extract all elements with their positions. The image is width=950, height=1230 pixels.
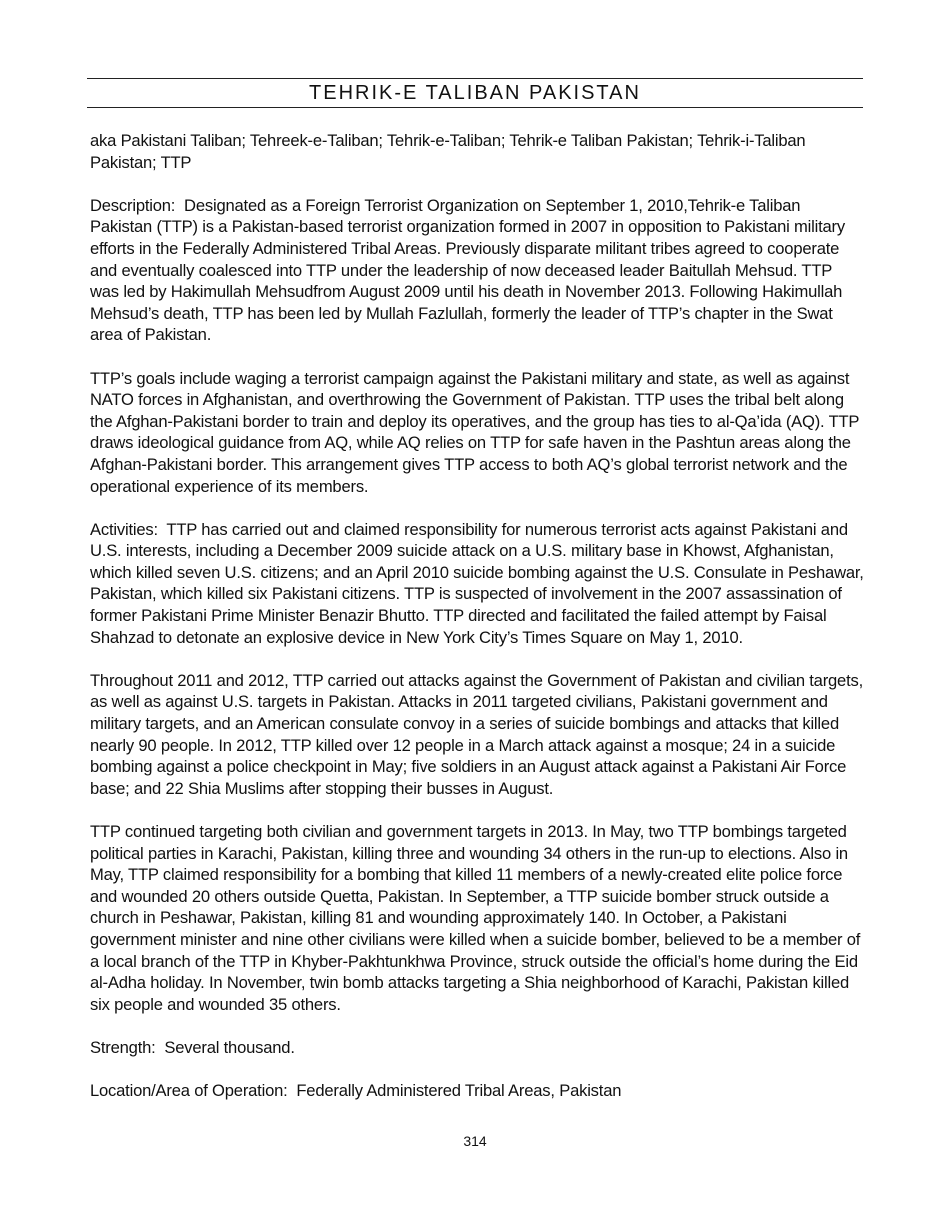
strength-label: Strength: (90, 1037, 156, 1057)
description-text: Designated as a Foreign Terrorist Organization on September 1, 2010,Tehrik-e Taliban Pakistan (TTP) is a Pakistan-based terrorist organization formed in 2007 in opposition to Pakistani military efforts in the Federally Administered Tribal Areas. Previously disparate militant tribes agreed to cooperate and eventually coalesced into TTP under the leadership of now deceased leader Baitullah Mehsud. TTP was led by Hakimullah Mehsudfrom August 2009 until his death in November 2013. Following Hakimullah Mehsud’s death, TTP has been led by Mullah Fazlullah, formerly the leader of TTP’s chapter in the Swat area of Pakistan. (90, 195, 845, 345)
goals-paragraph: TTP’s goals include waging a terrorist campaign against the Pakistani military and state, as well as against NATO forces in Afghanistan, and overthrowing the Government of Pakistan. TTP uses the tribal belt along the Afghan-Pakistani border to train and deploy its operatives, and the group has ties to al-Qa’ida (AQ). TTP draws ideological guidance from AQ, while AQ relies on TTP for safe haven in the Pashtun areas along the Afghan-Pakistani border. This arrangement gives TTP access to both AQ’s global terrorist network and the operational experience of its members. (90, 368, 860, 496)
page-title: TEHRIK-E TALIBAN PAKISTAN (309, 82, 641, 104)
title-rule-top (87, 78, 863, 79)
activities-text: TTP has carried out and claimed responsibility for numerous terrorist acts against Pakistani and U.S. interests, including a December 2009 suicide attack on a U.S. military base in Khowst, Afghanistan, which killed seven U.S. citizens; and an April 2010 suicide bombing against the U.S. Consulate in Peshawar, Pakistan, which killed six Pakistani citizens. TTP is suspected of involvement in the 2007 assassination of former Pakistani Prime Minister Benazir Bhutto. TTP directed and facilitated the failed attempt by Faisal Shahzad to detonate an explosive device in New York City’s Times Square on May 1, 2010. (90, 519, 864, 647)
paragraph-2011-2012: Throughout 2011 and 2012, TTP carried out attacks against the Government of Pakistan and civilian targets, as well as against U.S. targets in Pakistan. Attacks in 2011 targeted civilians, Pakistani government and military targets, and an American consulate convoy in a series of suicide bombings and attacks that killed nearly 90 people. In 2012, TTP killed over 12 people in a March attack against a mosque; 24 in a suicide bombing against a police checkpoint in May; five soldiers in an August attack against a Pakistani Air Force base; and 22 Shia Muslims after stopping their busses in August. (90, 670, 864, 798)
description-paragraph (90, 195, 865, 346)
location-paragraph (90, 1080, 865, 1102)
title-rule-bottom (87, 107, 863, 108)
page-number: 314 (463, 1133, 487, 1149)
activities-paragraph (90, 519, 865, 649)
description-label: Description: (90, 195, 176, 215)
activities-label: Activities: (90, 519, 158, 539)
strength-text: Several thousand. (164, 1037, 295, 1057)
paragraph-2013: TTP continued targeting both civilian and government targets in 2013. In May, two TTP bombings targeted political parties in Karachi, Pakistan, killing three and wounding 34 others in the run-up to elections. Also in May, TTP claimed responsibility for a bombing that killed 11 members of a newly-created elite police force and wounded 20 others outside Quetta, Pakistan. In September, a TTP suicide bomber struck outside a church in Peshawar, Pakistan, killing 81 and wounding approximately 140. In October, a Pakistani government minister and nine other civilians were killed when a suicide bomber, believed to be a member of a local branch of the TTP in Khyber-Pakhtunkhwa Province, struck outside the official’s home during the Eid al-Adha holiday. In November, twin bomb attacks targeting a Shia neighborhood of Karachi, Pakistan killed six people and wounded 35 others. (90, 822, 861, 1014)
strength-paragraph (90, 1037, 865, 1059)
aka-paragraph: aka Pakistani Taliban; Tehreek-e-Taliban; Tehrik-e-Taliban; Tehrik-e Taliban Pakistan; Tehrik-i-Taliban Pakistan; TTP (90, 131, 806, 172)
location-text: Federally Administered Tribal Areas, Pakistan (296, 1081, 622, 1101)
location-label: Location/Area of Operation: (90, 1081, 288, 1101)
document-body (90, 130, 865, 1123)
